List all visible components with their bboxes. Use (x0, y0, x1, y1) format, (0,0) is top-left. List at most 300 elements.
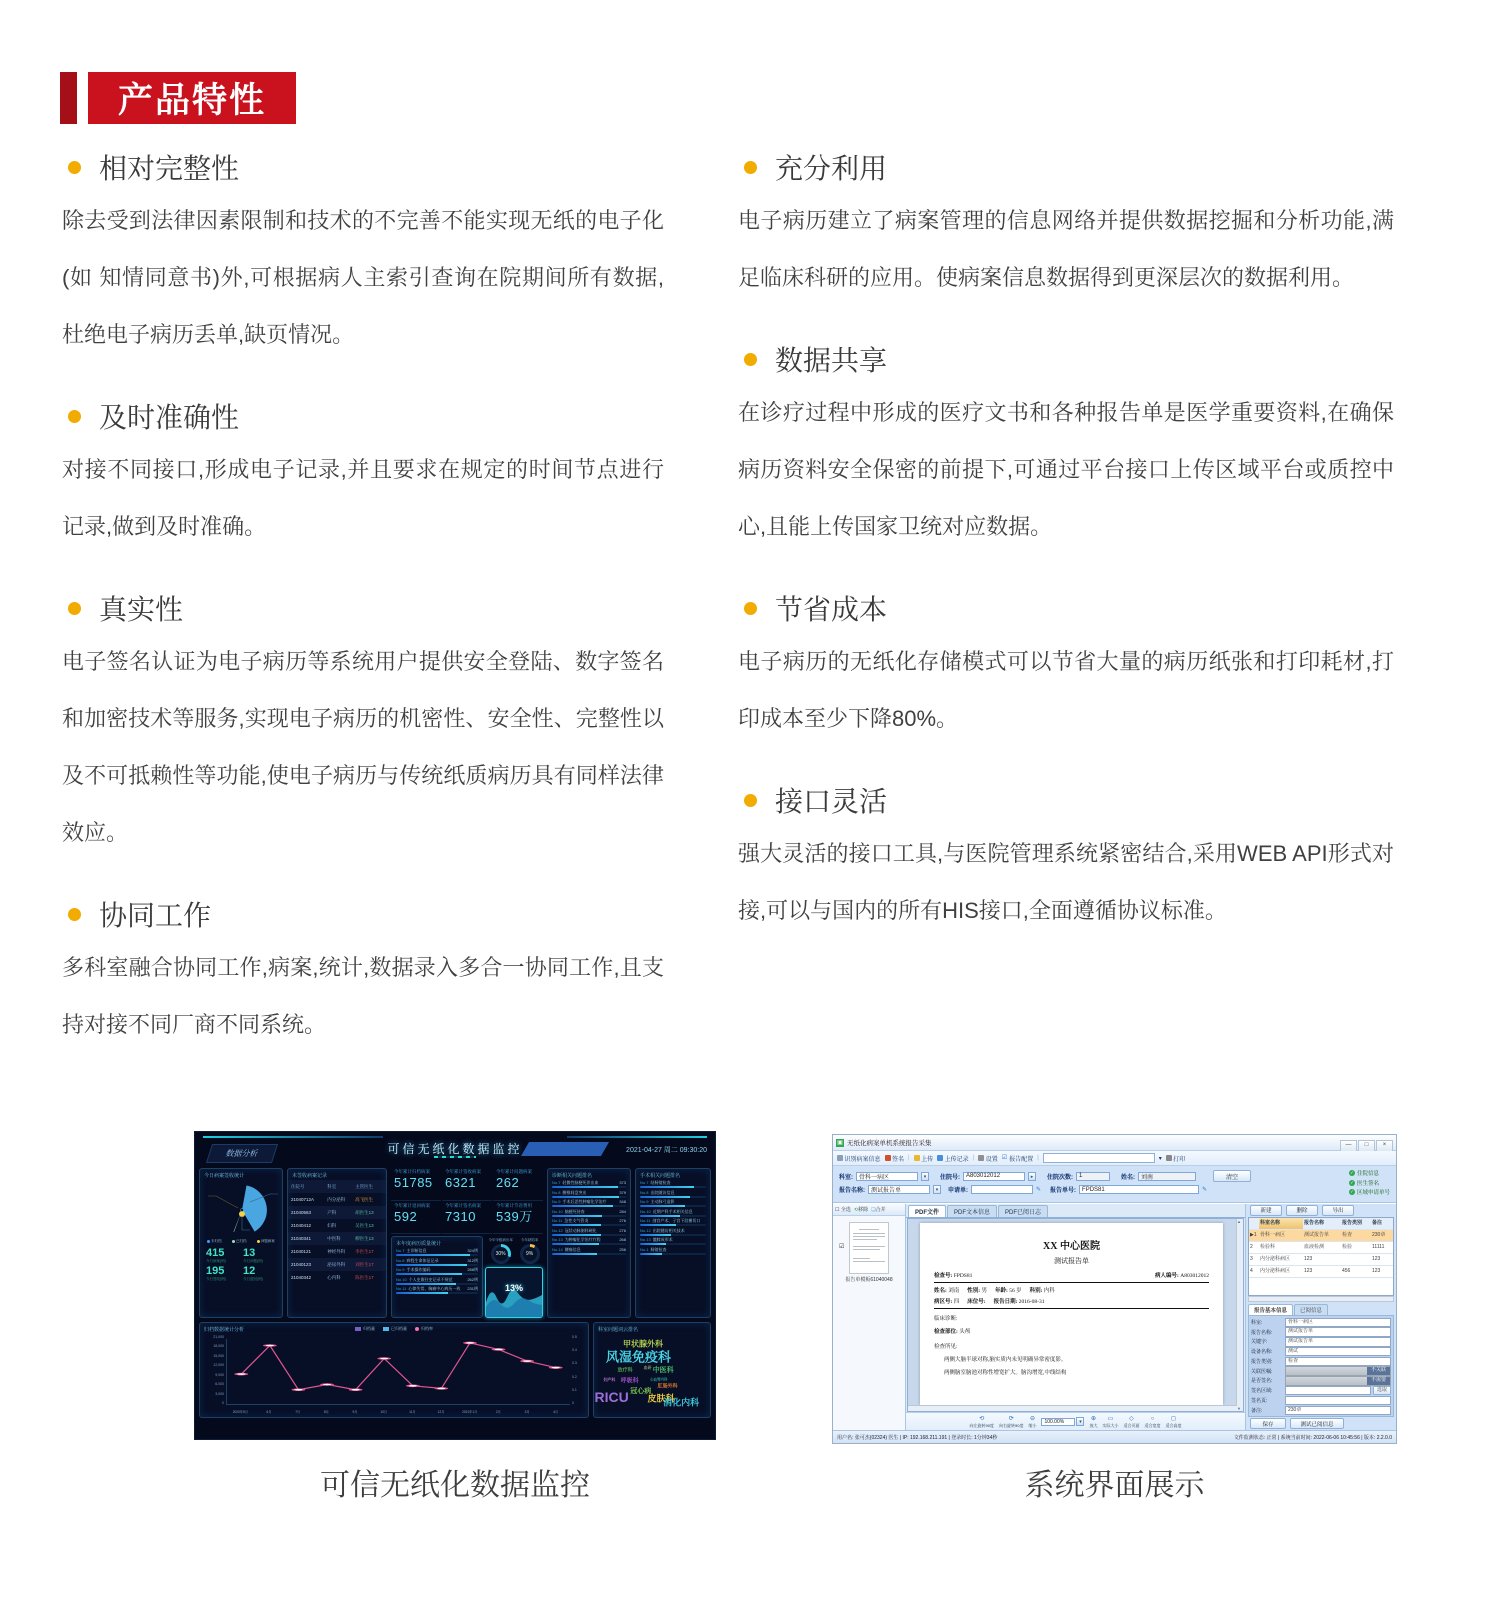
cell-doctor: 柳医生13 (355, 1236, 374, 1241)
panel-button-2[interactable]: 删除 (1286, 1205, 1318, 1216)
pdf-tool-2[interactable] (999, 1416, 1023, 1428)
column-header: 备注 (1372, 1219, 1383, 1226)
field-input[interactable]: 230章 (1285, 1406, 1391, 1416)
rank-value: 373 (619, 1180, 626, 1185)
pick-button[interactable]: 选取 (1373, 1386, 1391, 1395)
pdf-tool-icon: ⟳ (1008, 1415, 1014, 1422)
merge-button[interactable]: ❏合并 (871, 1207, 886, 1213)
wordcloud-term: 心血管内科 (649, 1377, 668, 1382)
pdf-tool-label: 放大 (1089, 1422, 1098, 1428)
apply-label: 申请单: (948, 1188, 968, 1194)
status-check-item (1349, 1169, 1390, 1177)
toolbar-label: 报告配置 (1009, 1156, 1034, 1163)
doctor-table-panel (287, 1168, 387, 1318)
column-header: 住院号 (291, 1184, 305, 1189)
apply-input[interactable] (971, 1185, 1033, 1194)
table-row (288, 1193, 386, 1206)
inpatient-input[interactable]: A803012012 (963, 1172, 1025, 1181)
rank-bar (640, 1196, 706, 1198)
rank-value: 276 (619, 1218, 626, 1223)
tick-label: 21,000 (213, 1335, 224, 1339)
rank-no: No.9 (640, 1199, 649, 1204)
pdf-tool-label: 向左旋转90度 (969, 1422, 994, 1428)
toolbar-button-6[interactable] (1002, 1154, 1034, 1163)
kpi-cell (391, 1168, 441, 1201)
rank-label: No.9 主动脉弓造影 (640, 1199, 675, 1204)
toolbar-button-2[interactable] (885, 1154, 905, 1163)
cell-doctor: 陈医生17 (355, 1275, 374, 1280)
field-input[interactable]: 骨科一病区 (1285, 1318, 1391, 1328)
app-toolbar (833, 1151, 1396, 1166)
diagnosis-label: 临床诊断: (934, 1316, 958, 1322)
save-button[interactable]: 保存 (1250, 1418, 1286, 1429)
legend-swatch-icon (383, 1327, 389, 1331)
legend-item (232, 1239, 247, 1244)
rank-no: No.13 (640, 1237, 651, 1242)
toolbar-label: 识别病案信息 (844, 1156, 881, 1163)
rank-label: No.8 腰椎间盘突出 (552, 1189, 587, 1195)
tick-label: 7月 (295, 1410, 301, 1414)
times-label: 住院次数: (1047, 1174, 1073, 1181)
kpi-value: 7310 (445, 1208, 476, 1224)
pdf-tool-icon: ◻ (1170, 1415, 1176, 1422)
pdf-tool-label: 向右旋转90度 (999, 1422, 1024, 1428)
pdf-tool-8[interactable] (1144, 1416, 1160, 1428)
gauge-value: 9% (523, 1247, 537, 1261)
check-icon: ✓ (1350, 1170, 1354, 1175)
minimize-button[interactable]: — (1340, 1140, 1357, 1152)
rank-item (636, 1228, 710, 1238)
bullet-icon (68, 410, 81, 423)
today-stats (200, 1245, 282, 1284)
rank-label: No.12 冠状动脉粥样硬化 (552, 1227, 597, 1233)
stat-item (206, 1265, 239, 1282)
kpi-value: 51785 (394, 1175, 433, 1190)
bullet-icon (68, 161, 81, 174)
rank-value: 379 (619, 1189, 626, 1195)
field-label: 关键字: (1251, 1339, 1268, 1346)
pdf-tool-1[interactable] (970, 1416, 994, 1428)
rank-label: No.13 髋膝成形术 (640, 1237, 673, 1242)
header-decoration (521, 1142, 609, 1156)
table-row[interactable] (1249, 1254, 1393, 1266)
pdf-tool-label: 适合高度 (1165, 1422, 1182, 1428)
legend-label: 已归档 (235, 1239, 247, 1243)
rank-value: 324例 (467, 1248, 478, 1253)
quality-list-panel (391, 1236, 483, 1318)
rank-bar (552, 1253, 626, 1255)
bullet-icon (744, 353, 757, 366)
field-input[interactable] (1285, 1386, 1371, 1396)
chevron-down-icon[interactable]: ▾ (1076, 1417, 1084, 1426)
rank-item (548, 1190, 630, 1200)
rank-item (548, 1209, 630, 1219)
info-tab-2[interactable]: 已阅信息 (1294, 1304, 1328, 1315)
stat-label: 今日签收(例) (206, 1277, 226, 1281)
toggle-value[interactable]: 不需要 (1367, 1377, 1390, 1385)
report-no-label: 报告单号: (1050, 1188, 1077, 1194)
tick-label: 18,000 (213, 1344, 224, 1349)
toolbar-icon (885, 1155, 891, 1161)
table-row[interactable] (1249, 1230, 1393, 1242)
rank-bar (640, 1253, 706, 1255)
tab-3[interactable]: PDF已阅日志 (998, 1205, 1048, 1217)
rank-item (392, 1277, 482, 1287)
kpi-panel (391, 1168, 543, 1318)
rank-item (548, 1237, 630, 1247)
column-header: 报告类别 (1342, 1219, 1363, 1226)
select-all-label: 全选 (840, 1207, 851, 1213)
form-field-row (1251, 1406, 1391, 1414)
feature-body: 多科室融合协同工作,病案,统计,数据录入多合一协同工作,且支持对接不同厂商不同系统。 (62, 955, 664, 1037)
toolbar-icon (914, 1155, 920, 1161)
cell-doctor: 胡医生13 (355, 1210, 374, 1215)
field-label: 是否签名: (1251, 1378, 1273, 1385)
cell-dept: 中医科 (327, 1236, 341, 1241)
cell-doctor: 高飞医生 (355, 1197, 374, 1202)
page-thumbnail[interactable] (839, 1222, 889, 1274)
field-input[interactable]: 检查 (1285, 1357, 1391, 1367)
rank-no: No.10 (640, 1208, 651, 1214)
field-input[interactable]: 测试报告单 (1285, 1327, 1391, 1337)
table-row[interactable] (1249, 1266, 1393, 1278)
corner-cell (1249, 1218, 1259, 1229)
clear-button[interactable]: 清空 (1213, 1170, 1251, 1182)
zoom-level-input[interactable]: 100.00% (1041, 1418, 1075, 1426)
table-row (288, 1232, 386, 1245)
app-titlebar (833, 1135, 1396, 1151)
app-icon: ▣ (837, 1139, 843, 1146)
kpi-value: 539万 (496, 1208, 533, 1224)
bullet-icon (744, 794, 757, 807)
separator: | (1037, 1155, 1039, 1161)
kpi-label: 今年累计节省费用 (496, 1202, 532, 1208)
finding-line: 两侧脑室脑池对称性增宽扩大。脑沟增宽,中线结构 (944, 1370, 1067, 1376)
pdf-tool-5[interactable] (1089, 1416, 1097, 1428)
tick-label: 0 (222, 1400, 224, 1405)
pdf-tool-3[interactable] (1028, 1416, 1036, 1428)
chart-legend-item (355, 1326, 375, 1332)
kpi-cell (493, 1168, 543, 1201)
status-check-item (1349, 1179, 1390, 1187)
panel-header: 诊断相关问题排名 (552, 1173, 593, 1179)
tick-label: 0.4 (572, 1348, 577, 1353)
tick-label: 0 (572, 1400, 574, 1405)
table-row[interactable] (1249, 1242, 1393, 1254)
wordcloud (596, 1331, 708, 1415)
rank-bar (552, 1196, 626, 1198)
rank-value: 312例 (467, 1257, 478, 1263)
banner-accent-bar (60, 72, 77, 124)
field-input[interactable]: 测试 (1285, 1347, 1391, 1357)
feature-body: 电子病历建立了病案管理的信息网络并提供数据挖掘和分析功能,满足临床科研的应用。使病案信息数据得到更深层次的数据利用。 (738, 208, 1394, 290)
report-name-select[interactable]: 测试报告单 (868, 1185, 930, 1194)
donut-chart (491, 1244, 511, 1264)
rank-bar (640, 1186, 706, 1188)
form-field-row (1251, 1328, 1391, 1336)
tick-label: 0.2 (572, 1374, 577, 1379)
check-label: 住院信息 (1356, 1171, 1379, 1177)
field-label: 报告名称: (1251, 1329, 1273, 1336)
wordcloud-term: 风湿免疫科 (606, 1349, 672, 1365)
cell-note: 11111 (1372, 1243, 1385, 1250)
stat-item (243, 1247, 276, 1264)
cell-note: 123 (1372, 1255, 1381, 1262)
feature-title: 充分利用 (775, 153, 888, 184)
feature-body: 在诊疗过程中形成的医疗文书和各种报告单是医学重要资料,在确保病历资料安全保密的前提下,可通过平台接口上传区域平台或质控中心,且能上传国家卫统对应数据。 (738, 400, 1394, 539)
select-all-checkbox[interactable]: ☐ 全选 (835, 1207, 851, 1213)
rank-bar (396, 1273, 478, 1275)
cell-dept: 妇科 (327, 1223, 337, 1228)
chevron-down-icon[interactable]: ▾ (933, 1185, 941, 1194)
rank-bar (552, 1243, 626, 1245)
pdf-tool-9[interactable] (1165, 1416, 1181, 1428)
field-input[interactable]: 测试报告单 (1285, 1337, 1391, 1347)
tick-label: 0.5 (572, 1335, 577, 1339)
form-field-row (1251, 1338, 1391, 1346)
read-info-button[interactable]: 测试已阅信息 (1290, 1418, 1344, 1429)
feature-item (62, 397, 664, 555)
rank-label: No.10 脑梗死待查 (552, 1208, 585, 1214)
separator: | (908, 1155, 910, 1161)
rank-label: No.9 手术操作编码 (396, 1267, 431, 1272)
dept-select[interactable]: 骨科一病区 (856, 1172, 918, 1181)
cell-id: 21040563 (291, 1210, 312, 1215)
toggle-value[interactable]: 不关联 (1367, 1367, 1390, 1375)
kpi-cell (391, 1202, 441, 1235)
chevron-down-icon[interactable]: ▾ (921, 1172, 929, 1181)
rank-list-panel-surgery (635, 1168, 711, 1318)
rank-no: No.8 (396, 1257, 405, 1263)
document-area (907, 1218, 1244, 1412)
rank-item (636, 1190, 710, 1200)
toolbar-button-3[interactable] (914, 1154, 934, 1163)
stat-value: 415 (206, 1247, 225, 1259)
statusbar-right: 文件监测状态: 正常 | 系统当前时间: 2022-06-06 10:45:56 | 版本: 2.2.0.0 (1233, 1434, 1392, 1441)
pdf-tool-icon: ⊕ (1090, 1415, 1096, 1422)
toolbar-button-1[interactable] (837, 1154, 881, 1163)
table-scrollbar[interactable] (1248, 1296, 1394, 1302)
gauge (488, 1238, 513, 1265)
kpi-value: 592 (394, 1208, 418, 1224)
app-caption: 系统界面展示 (1024, 1469, 1205, 1502)
rank-no: No.14 (552, 1246, 563, 1252)
cell-id: 21040341 (291, 1236, 312, 1241)
kpi-label: 今年累计签收病案 (445, 1169, 481, 1174)
section-title: 产品特性 (88, 72, 296, 124)
remove-button[interactable]: ⟲移除 (853, 1207, 869, 1213)
rank-value: 348 (619, 1199, 626, 1204)
rank-bar (640, 1224, 706, 1226)
rank-item (548, 1228, 630, 1238)
toolbar-icon (1166, 1155, 1172, 1161)
row-number: ▶1 (1250, 1231, 1257, 1238)
field-input[interactable] (1285, 1396, 1391, 1406)
wave-box (485, 1267, 543, 1318)
stat-item (206, 1247, 239, 1264)
toolbar-button-7[interactable] (1166, 1154, 1186, 1163)
edit-icon[interactable]: ✎ (1202, 1187, 1208, 1193)
row-number: 3 (1250, 1255, 1253, 1262)
report-name-label: 报告名称: (839, 1188, 865, 1194)
close-button[interactable]: × (1376, 1140, 1393, 1152)
legend-label: 归档量 (363, 1326, 375, 1331)
rank-item (636, 1247, 710, 1257)
toolbar-button-4[interactable] (937, 1154, 969, 1163)
rank-item (548, 1180, 630, 1190)
pdf-tool-6[interactable] (1102, 1416, 1118, 1428)
cell-dept: 产科 (327, 1210, 337, 1215)
kpi-label: 今年累计问题病案 (496, 1169, 532, 1174)
tab-2[interactable]: PDF文本信息 (947, 1205, 997, 1217)
field-label: 报告类别: (1251, 1358, 1273, 1365)
rank-bar (396, 1292, 478, 1294)
feature-title: 相对完整性 (99, 153, 240, 184)
form-field-row (1251, 1377, 1391, 1385)
rank-no: No.10 (396, 1276, 407, 1282)
feature-body: 电子签名认证为电子病历等系统用户提供安全登陆、数字签名和加密技术等服务,实现电子病历的机密性、安全性、完整性以及不可抵赖性等功能,使电子病历与传统纸质病历具有同样法律效应。 (62, 649, 664, 845)
rank-no: No.1 (640, 1246, 649, 1252)
doctor-table (288, 1180, 386, 1284)
maximize-button[interactable]: □ (1358, 1140, 1375, 1152)
field-label: 设备名称: (1251, 1349, 1273, 1356)
legend-label: 未归档 (211, 1239, 222, 1243)
chart-legend (200, 1326, 588, 1332)
x-axis-labels (226, 1409, 570, 1414)
pdf-tool-label: 适合宽度 (1144, 1422, 1161, 1428)
kpi-cell (442, 1168, 492, 1201)
rank-label: No.7 轻微性脑梗死伴出血 (552, 1180, 599, 1185)
table-row (288, 1206, 386, 1219)
rank-label: No.7 结肠镜检查 (640, 1180, 671, 1185)
panel-header: 科室问题词云排名 (598, 1327, 639, 1333)
status-check-item (1349, 1188, 1390, 1196)
separator: | (972, 1155, 975, 1161)
rank-no: No.8 (640, 1189, 649, 1195)
edit-icon[interactable]: ✎ (1036, 1187, 1042, 1193)
field-label: 科室: (1251, 1319, 1263, 1326)
thumbnail-checkbox[interactable]: ☑ (839, 1244, 845, 1250)
toolbar-label: 上传记录 (944, 1156, 969, 1163)
tick-label: 4月 (553, 1410, 559, 1414)
tab-1[interactable]: PDF文件 (908, 1205, 946, 1217)
report-no-input[interactable]: FPDS81 (1079, 1185, 1199, 1194)
cell-type: 456 (1342, 1267, 1351, 1274)
column-header: 主管医生 (355, 1184, 374, 1189)
gauge-value: 30% (494, 1247, 508, 1261)
toolbar-combobox[interactable] (1043, 1153, 1155, 1163)
feature-item (738, 781, 1394, 939)
toolbar-icon (837, 1155, 843, 1161)
feature-body: 强大灵活的接口工具,与医院管理系统紧密结合,采用WEB API形式对接,可以与国内的所有HIS接口,全面遵循协议标准。 (738, 841, 1394, 923)
form-field-row (1251, 1396, 1391, 1404)
rank-label: No.1 肠镜检查 (640, 1246, 667, 1252)
plot-area (226, 1339, 570, 1405)
rank-label: No.10 近期产科手术相关信息 (640, 1208, 693, 1214)
rank-bar (640, 1215, 706, 1217)
dashboard-nav-tab[interactable]: 数据分析 (206, 1144, 278, 1163)
panel-header: 手术相关问题排名 (640, 1173, 681, 1179)
form-field-row (1251, 1367, 1391, 1375)
fan-legend (200, 1238, 282, 1245)
wordcloud-term: 皮肤科 (647, 1393, 675, 1404)
rank-value: 231例 (467, 1286, 478, 1291)
table-header-row (288, 1180, 386, 1193)
tick-label: 9月 (352, 1410, 358, 1414)
vertical-scrollbar[interactable] (1236, 1219, 1243, 1411)
chevron-down-icon[interactable]: ▾ (1158, 1155, 1162, 1162)
tick-label: 12,000 (213, 1363, 224, 1368)
rank-item (636, 1237, 710, 1247)
today-stats-panel (199, 1168, 283, 1318)
app-title: 无纸化病案单机系统报告采集 (847, 1140, 932, 1147)
feature-item (738, 148, 1394, 306)
column-header: 科室 (327, 1184, 337, 1189)
rank-item (392, 1286, 482, 1296)
kpi-value: 6321 (445, 1175, 476, 1190)
pdf-viewer-panel (906, 1204, 1245, 1430)
rank-item (636, 1199, 710, 1209)
gauge-label: 今年甲级病历率 (488, 1238, 513, 1242)
cell-dept: 心内科 (327, 1275, 341, 1280)
feature-title: 接口灵活 (775, 786, 888, 817)
report-table (1248, 1217, 1394, 1297)
wordcloud-term: 妇产科 (603, 1376, 616, 1382)
toolbar-icon: ☑ (1001, 1155, 1008, 1161)
tick-label: 9,000 (215, 1372, 224, 1377)
pdf-toolbar (906, 1412, 1245, 1430)
toolbar-label: 签名 (892, 1156, 905, 1163)
rank-value: 276 (619, 1227, 626, 1233)
wordcloud-term: 冠心病 (630, 1388, 652, 1396)
legend-label: 问题病案 (260, 1239, 275, 1243)
quality-list (392, 1248, 482, 1296)
report-info-form (1248, 1315, 1394, 1417)
panel-button-3[interactable]: 导出 (1322, 1205, 1354, 1216)
field-toggle[interactable] (1285, 1366, 1391, 1376)
info-tab-1[interactable]: 报告基本信息 (1248, 1304, 1293, 1315)
rank-item (636, 1209, 710, 1219)
horizontal-scrollbar[interactable] (908, 1405, 1237, 1411)
times-input[interactable]: 1 (1076, 1172, 1110, 1181)
cell-type: 检验 (1342, 1243, 1353, 1250)
toolbar-button-5[interactable] (978, 1154, 998, 1163)
name-label: 姓名: (1121, 1174, 1135, 1181)
search-icon[interactable]: ▸ (1028, 1172, 1036, 1181)
pdf-tool-7[interactable] (1123, 1416, 1139, 1428)
statusbar-left: 用户名: 张可杰(02324) 医生 | IP: 192.168.211.191 | 登录时长: 1分钟34秒 (837, 1434, 998, 1441)
cell-report: 123 (1304, 1255, 1313, 1262)
cell-note: 123 (1372, 1267, 1381, 1274)
panel-button-1[interactable]: 新建 (1250, 1205, 1282, 1216)
donut-chart (520, 1244, 540, 1264)
dashboard-header (195, 1132, 715, 1166)
rank-no: No.7 (552, 1180, 561, 1185)
cell-type (1341, 1254, 1371, 1265)
gauge-label: 今年缺陷率 (520, 1238, 539, 1242)
panel-header: 本年度病历质量统计 (396, 1241, 442, 1247)
toolbar-label: 设置 (985, 1156, 998, 1163)
name-input[interactable]: 刘南 (1138, 1172, 1196, 1181)
field-toggle[interactable] (1285, 1376, 1391, 1386)
rank-bar (552, 1234, 626, 1236)
cell-dept: 检验科 (1260, 1243, 1276, 1250)
rank-item (392, 1258, 482, 1268)
rank-bar (396, 1283, 478, 1285)
pdf-tool-label: 实际大小 (1102, 1422, 1119, 1428)
cell-id: 21040712A (291, 1197, 315, 1202)
wordcloud-term: 肛肠外科 (657, 1383, 678, 1390)
